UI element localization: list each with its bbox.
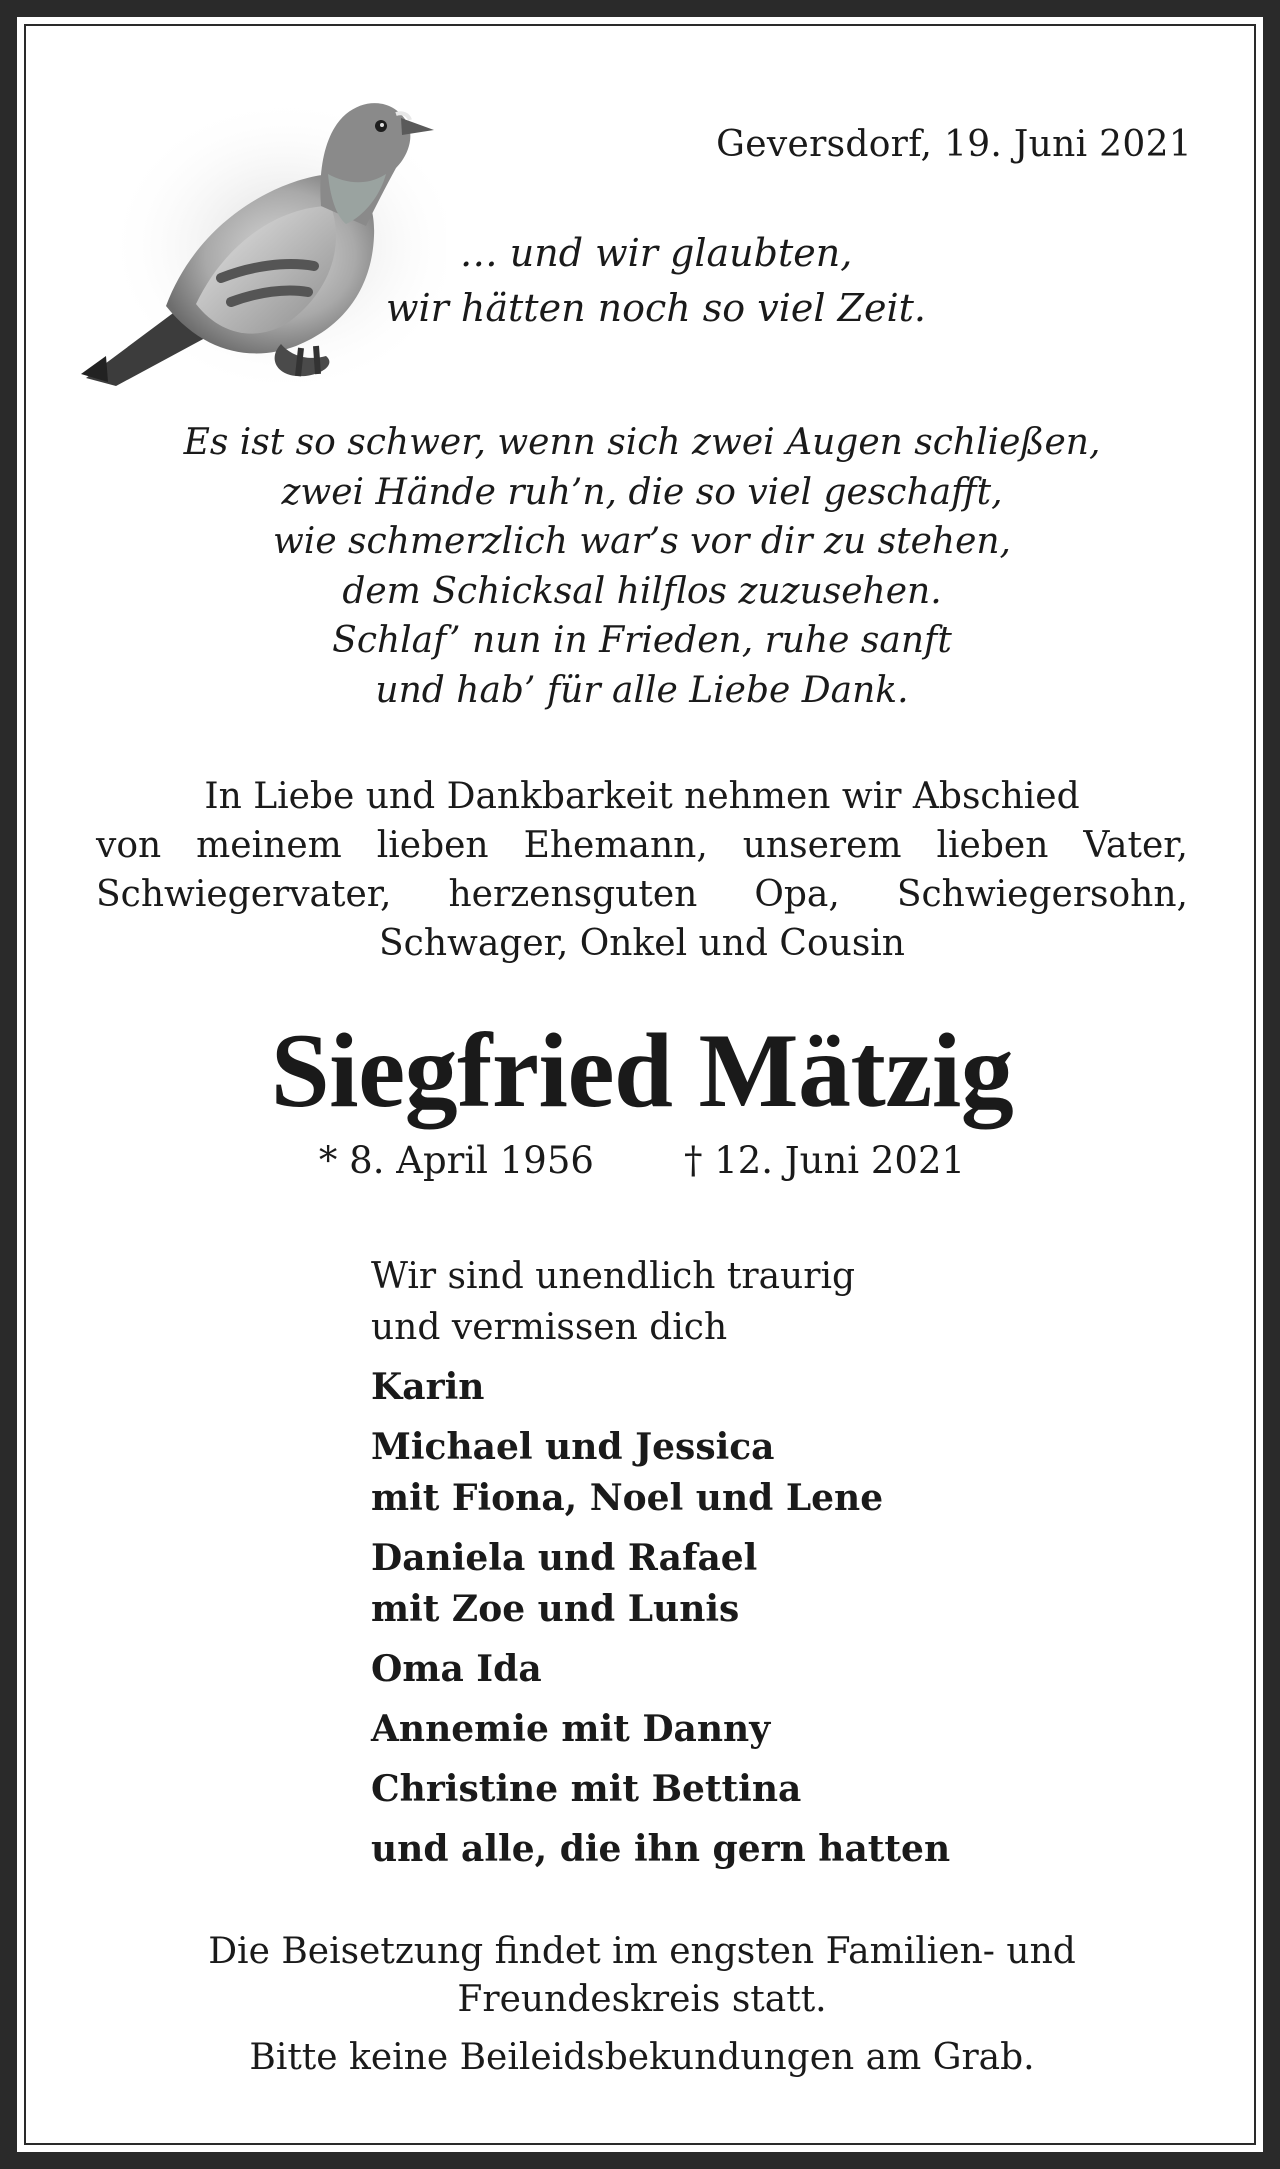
mourner-name: Daniela und Rafael [371,1537,758,1579]
poem [56,418,1228,715]
poem-line: dem Schicksal hilflos zuzusehen. [342,570,942,612]
obituary-notice [24,24,1256,2145]
quote-line: … und wir glaubten, [459,231,853,275]
closing-line: Freundeskreis statt. [457,1979,827,2020]
farewell-intro [96,772,1188,968]
mourner-name: mit Zoe und Lunis [371,1588,740,1630]
place-and-date: Geversdorf, 19. Juni 2021 [716,124,1192,165]
mourners-list [371,1251,1071,1875]
quote-line: wir hätten noch so viel Zeit. [385,286,926,330]
intro-line: Schwiegervater, herzensguten Opa, Schwiegersohn, [96,874,1188,915]
intro-line: In Liebe und Dankbarkeit nehmen wir Abschied [204,776,1080,817]
mourning-message: und vermissen dich [371,1307,728,1348]
mourner-group [371,1362,1071,1413]
closing-note: Bitte keine Beileidsbekundungen am Grab. [249,2037,1035,2078]
poem-line: zwei Hände ruh’n, die so viel geschafft, [281,471,1003,513]
deceased-name: Siegfried Mätzig [270,1012,1014,1129]
closing-notice [26,1928,1258,2082]
death-date: † 12. Juni 2021 [683,1139,966,1182]
birth-date: * 8. April 1956 [318,1139,594,1182]
life-dates [26,1136,1258,1186]
mourning-message: Wir sind unendlich traurig [371,1256,856,1297]
mourner-name: mit Fiona, Noel und Lene [371,1477,884,1519]
mourner-group [371,1644,1071,1695]
mourner-name: Oma Ida [371,1648,542,1690]
mourner-name: Christine mit Bettina [371,1768,802,1810]
poem-line: wie schmerzlich war’s vor dir zu stehen, [272,521,1012,562]
poem-line: und hab’ für alle Liebe Dank. [375,669,909,711]
poem-line: Es ist so schwer, wenn sich zwei Augen schließen, [183,422,1101,463]
mourner-group [371,1422,1071,1524]
closing-line: Die Beisetzung findet im engsten Familien- und [208,1931,1076,1972]
mourner-name: Michael und Jessica [371,1426,775,1468]
mourner-group [371,1704,1071,1755]
mourner-name: und alle, die ihn gern hatten [371,1828,951,1870]
mourner-group [371,1824,1071,1875]
mourner-name: Karin [371,1366,485,1408]
intro-line: Schwager, Onkel und Cousin [379,923,905,964]
poem-line: Schlaf’ nun in Frieden, ruhe sanft [332,620,952,661]
inner-border [14,14,1266,2155]
mourner-group [371,1764,1071,1815]
mourner-name: Annemie mit Danny [371,1708,771,1750]
intro-line: von meinem lieben Ehemann, unserem lieben Vater, [96,825,1188,866]
mourner-group [371,1533,1071,1635]
opening-quote [276,226,1036,336]
